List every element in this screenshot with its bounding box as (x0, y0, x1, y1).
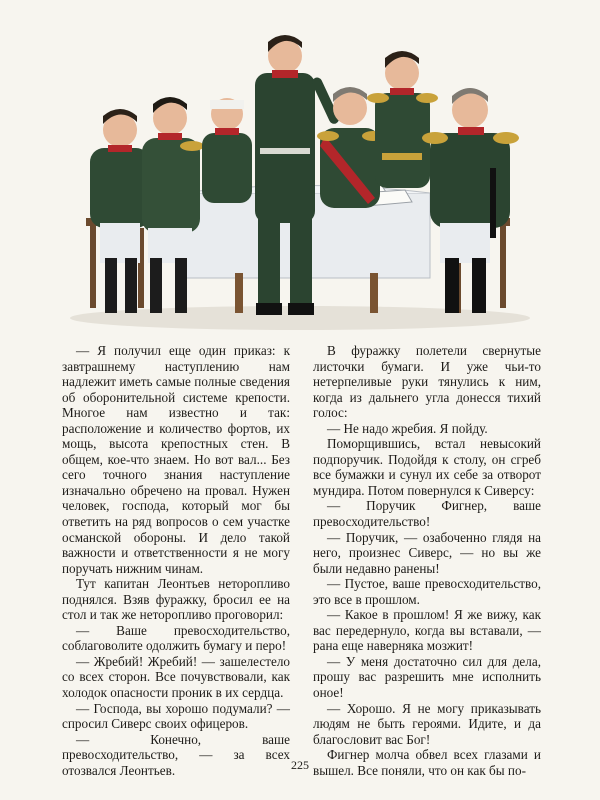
paragraph: Тут капитан Леонтьев неторопливо поднялся. Взяв фуражку, бросил ее на стол и так же неторопливо проговорил: (62, 576, 290, 623)
officer-seated-left-2 (142, 97, 204, 313)
officer-standing-right (367, 51, 438, 188)
left-text-column (62, 343, 290, 778)
paragraph: — Хорошо. Я не могу приказывать людям не быть героями. Идите, и да благословит вас Бог! (313, 700, 541, 747)
paragraph: — Не надо жребия. Я пойду. (327, 420, 488, 436)
page-number: 225 (291, 758, 309, 772)
officers-council-illustration (60, 18, 540, 333)
paragraph: — Ваше превосходительство, соблаговолите одолжить бумагу и перо! (62, 622, 290, 654)
paragraph: — Я получил еще один приказ: к завтрашнему наступлению нам надлежит иметь самые полные сведения об оборонительной системе крепости. Многое нам известно и так: расположение и количество фортов, их мощь, высота крепостных стен. В общем, кое-что знаем. Но вот вал... Без сего точного знания наступление изначально обречено на провал. Нужен человек, господа, который мог бы ответить на ряд вопросов о сем участке османской обороны. И дело такой важности и ответственности я не могу поручать нижним чинам. (62, 343, 290, 576)
paragraph: Фигнер молча обвел всех глазами и вышел. Все поняли, что он как бы по- (313, 747, 541, 778)
paragraph: В фуражку полетели свернутые листочки бумаги. И уже чьи-то нетерпеливые руки тянулись к ним, когда из дальнего угла донесся тихий голос: (313, 343, 541, 421)
paragraph: — Господа, вы хорошо подумали? — спросил Сиверс своих офицеров. (62, 700, 290, 732)
paragraph: — Какое в прошлом! Я же вижу, как вас передернуло, когда вы вставали, — рана еще наверняка мозжит! (313, 607, 541, 654)
officer-bandaged (202, 98, 252, 203)
illustration-svg (60, 18, 540, 333)
paragraph: Поморщившись, встал невысокий подпоручик. Подойдя к столу, он сгреб все бумажки и сунул их себе за отворот мундира. Потом повернулся к Сиверсу: (313, 436, 541, 498)
paragraph: — Поручик Фигнер, ваше превосходительство! (313, 498, 541, 530)
paragraph: — Жребий! Жребий! — зашелестело со всех сторон. Все почувствовали, как холодок опасности проник в их сердца. (62, 653, 290, 701)
paragraph: — Конечно, ваше превосходительство, — за всех отозвался Леонтьев. (62, 731, 290, 778)
paragraph: — Поручик, — озабоченно глядя на него, произнес Сиверс, — но вы же были недавно ранены! (313, 529, 541, 576)
right-text-column (313, 343, 541, 778)
paragraph: — У меня достаточно сил для дела, прошу вас разрешить мне исполнить оное! (313, 653, 541, 701)
paragraph: — Пустое, ваше превосходительство, это все в прошлом. (313, 576, 541, 607)
